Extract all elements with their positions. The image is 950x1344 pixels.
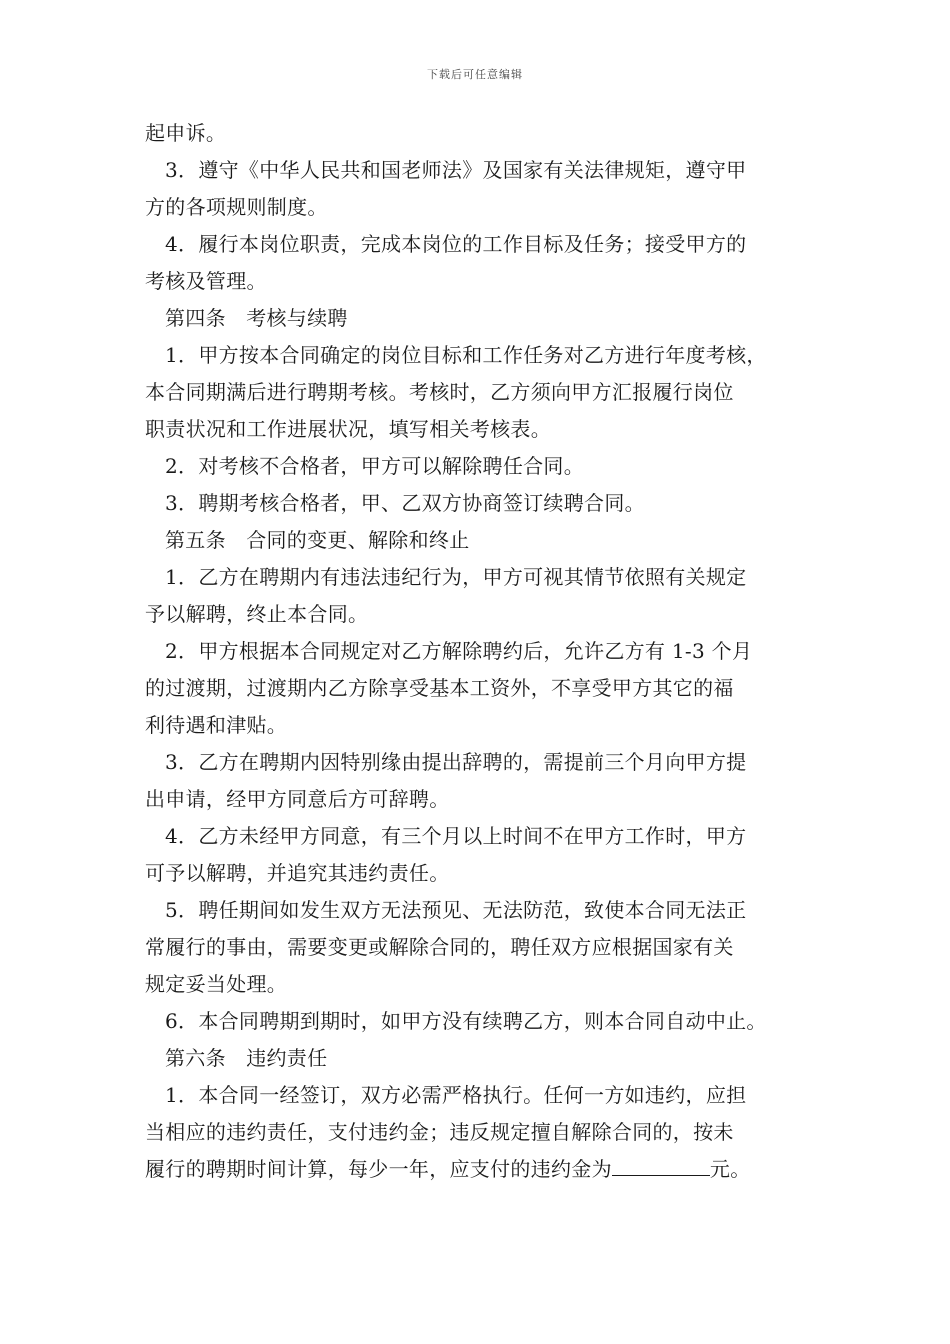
text-line: 4．乙方未经甲方同意，有三个月以上时间不在甲方工作时，甲方 [165, 824, 747, 848]
text-line: 方的各项规则制度。 [145, 195, 328, 219]
text-line: 4．履行本岗位职责，完成本岗位的工作目标及任务；接受甲方的 [165, 232, 747, 256]
page-header: 下载后可任意编辑 [427, 68, 523, 81]
text-segment: 元。 [709, 1157, 751, 1181]
text-line: 可予以解聘，并追究其违约责任。 [145, 861, 450, 885]
text-line: 2．对考核不合格者，甲方可以解除聘任合同。 [165, 454, 585, 478]
text-line: 考核及管理。 [145, 269, 267, 293]
document-body [145, 115, 825, 1188]
text-line: 2．甲方根据本合同规定对乙方解除聘约后，允许乙方有 1-3 个月 [165, 639, 753, 663]
text-line: 6．本合同聘期到期时，如甲方没有续聘乙方，则本合同自动中止。 [165, 1009, 767, 1033]
section-heading: 第五条 合同的变更、解除和终止 [165, 528, 470, 552]
text-line: 的过渡期，过渡期内乙方除享受基本工资外，不享受甲方其它的福 [145, 676, 734, 700]
text-line: 常履行的事由，需要变更或解除合同的，聘任双方应根据国家有关 [145, 935, 734, 959]
text-line: 3．聘期考核合格者，甲、乙双方协商签订续聘合同。 [165, 491, 645, 515]
text-line: 5．聘任期间如发生双方无法预见、无法防范，致使本合同无法正 [165, 898, 747, 922]
text-line: 规定妥当处理。 [145, 972, 288, 996]
text-line: 职责状况和工作进展状况，填写相关考核表。 [145, 417, 551, 441]
text-line: 起申诉。 [145, 121, 227, 145]
fill-in-blank [612, 1153, 710, 1176]
text-line: 3．乙方在聘期内因特别缘由提出辞聘的，需提前三个月向甲方提 [165, 750, 747, 774]
section-heading: 第四条 考核与续聘 [165, 306, 348, 330]
text-line: 3．遵守《中华人民共和国老师法》及国家有关法律规矩，遵守甲 [165, 158, 747, 182]
text-line: 予以解聘，终止本合同。 [145, 602, 369, 626]
text-line: 1．本合同一经签订，双方必需严格执行。任何一方如违约，应担 [165, 1083, 747, 1107]
text-line: 1．甲方按本合同确定的岗位目标和工作任务对乙方进行年度考核， [165, 343, 767, 367]
text-segment: 履行的聘期时间计算，每少一年，应支付的违约金为 [145, 1157, 612, 1181]
text-line: 本合同期满后进行聘期考核。考核时，乙方须向甲方汇报履行岗位 [145, 380, 734, 404]
section-heading: 第六条 违约责任 [165, 1046, 328, 1070]
text-line-with-blank [145, 1151, 825, 1188]
text-line: 利待遇和津贴。 [145, 713, 288, 737]
text-line: 当相应的违约责任，支付违约金；违反规定擅自解除合同的，按未 [145, 1120, 734, 1144]
text-line: 出申请，经甲方同意后方可辞聘。 [145, 787, 450, 811]
text-line: 1．乙方在聘期内有违法违纪行为，甲方可视其情节依照有关规定 [165, 565, 747, 589]
